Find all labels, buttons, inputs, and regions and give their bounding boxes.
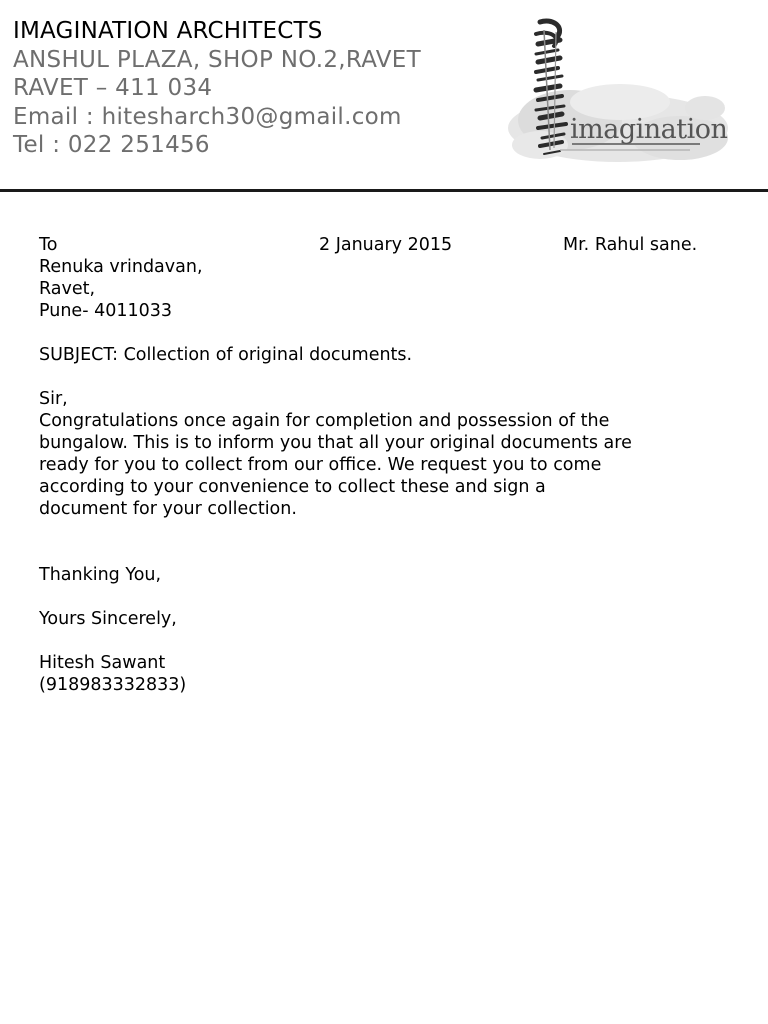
recipient-address-line: Ravet, [39,279,96,299]
body-line: document for your collection. [39,499,297,519]
body-line: bungalow. This is to inform you that all your original documents are [39,433,632,453]
body-line: ready for you to collect from our office. We request you to come [39,455,602,475]
recipient-address-line: Pune- 4011033 [39,301,173,321]
logo-graphic [500,10,732,175]
letter-date: 2 January 2015 [319,235,453,255]
header-divider [0,189,768,192]
recipient-name: Mr. Rahul sane. [563,235,698,255]
phone-line: Tel : 022 251456 [13,132,210,158]
salutation: Sir, [39,389,68,409]
address-line-1: ANSHUL PLAZA, SHOP NO.2,RAVET [13,47,421,73]
closing-line: Yours Sincerely, [39,609,177,629]
recipient-address-line: Renuka vrindavan, [39,257,203,277]
imagination-logo [500,10,732,175]
letterhead [0,0,768,192]
address-line-2: RAVET – 411 034 [13,75,213,101]
logo-wordmark: imagination [570,114,728,145]
signer-name: Hitesh Sawant [39,653,166,673]
body-line: Congratulations once again for completion and possession of the [39,411,610,431]
to-label: To [39,235,58,255]
subject-line: SUBJECT: Collection of original documents. [39,345,413,365]
body-line: according to your convenience to collect these and sign a [39,477,546,497]
email-line: Email : hitesharch30@gmail.com [13,104,402,130]
signer-phone: (918983332833) [39,675,187,695]
letter-body [39,410,729,520]
thanks-line: Thanking You, [39,565,162,585]
firm-name: IMAGINATION ARCHITECTS [13,18,323,44]
